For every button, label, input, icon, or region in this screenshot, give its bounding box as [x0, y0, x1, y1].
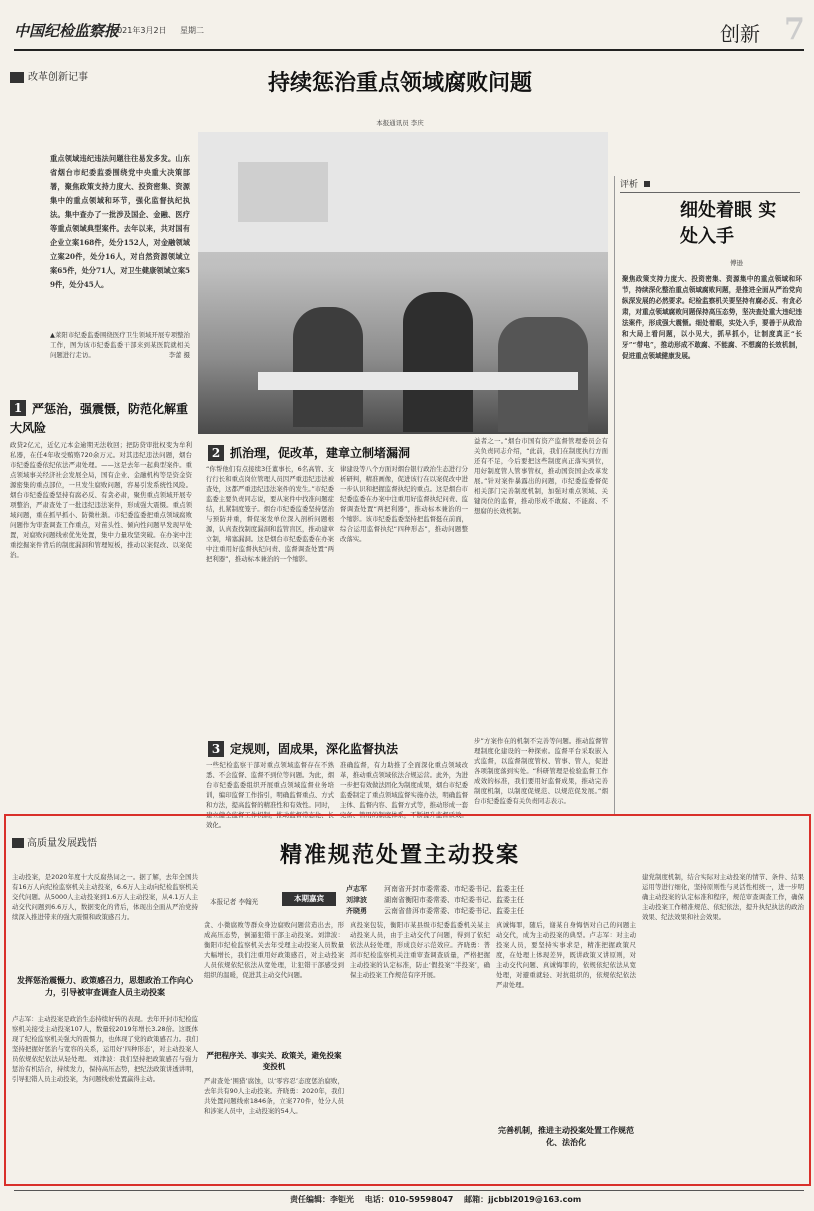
paper-name: 中国纪检监察报: [14, 22, 120, 40]
photo-caption: [50, 330, 190, 370]
feature-col-2b: 严肃查处‘围猎’腐蚀，以‘零容忍’态度惩治腐败，去年共有90人主动投案。齐晓勇：2020年，我们共处置问题线索1846条，立案770件，处分人员和涉案人员中，主动投案的54人。: [204, 1077, 344, 1115]
section-2-title: 抓治理，促改革，建章立制堵漏洞: [230, 446, 411, 460]
section-2-number: 2: [208, 445, 224, 461]
section-name: 创新: [720, 22, 760, 46]
section-3-col-a: 一些纪检监察干部对重点领域监督存在不熟悉、不会监督、监督不到位等问题。为此，烟台市纪委监委组织开展重点领域监督业务培训，编印监督工作指引，明确监督重点、方式和方法，提高监督的精准性和有效性。同时，建立健全监督工作机制，推动监督常态化、长效化。: [206, 761, 334, 829]
issue-date: 2021年3月2日: [112, 26, 167, 35]
footer-rule: [14, 1190, 804, 1191]
main-byline: 本报通讯员 李庆: [376, 119, 424, 127]
section-1-number: 1: [10, 400, 26, 416]
commentary-label-text: 评析: [620, 180, 639, 190]
footer-email: 邮箱：jjcbbl2019@163.com: [464, 1195, 582, 1204]
feature-col-2: [204, 920, 344, 1050]
commentary-label: [620, 178, 800, 193]
guest-desc: 河南省开封市委常委、市纪委书记、监委主任: [384, 885, 524, 893]
feature-col-4: 真诚悔罪，随后，谢某自身悔悟对自己的问题主动交代，成为主动投案的典型。卢志军：对主动投案人员，要坚持实事求是，精准把握政策尺度，在处理上体现差异，既讲政策又讲原则，对主动交代问题、真诚悔罪的，依规依纪依法从宽处理，对避重就轻、对抗组织的，依规依纪依法严肃处理。: [496, 921, 636, 989]
footer-info: [290, 1194, 790, 1205]
guest-tag: 本期嘉宾: [282, 892, 336, 906]
guest-name: 刘津波: [346, 896, 367, 904]
guest-name: 卢志军: [346, 885, 367, 893]
commentary-author: 傅逊: [730, 259, 743, 267]
feature-headline: 精准规范处置主动投案: [279, 842, 520, 868]
feature-q2: 完善机制，推进主动投案处置工作规范化、法治化: [498, 1125, 634, 1147]
section-2-col-b: 律建设等八个方面对烟台银行政治生态进行分析研判，精准画像，促进该行在以案促改中进一步认识和把握监督执纪的重点。这是烟台市纪委监委在办案中注重用好监督执纪问责、监督调查处置“两把利器”，推动标本兼治的一个缩影。该市纪委监委坚持把监督挺在前面，综合运用监督执纪“四种形态”，推动问题整改落实。: [340, 465, 468, 543]
section-1-title: 严惩治，强震慑，防范化解重大风险: [10, 402, 189, 435]
feature-byline: 本报记者 李翰光: [210, 898, 259, 906]
megaphone-icon: [10, 72, 24, 83]
guest-desc: 湖南省衡阳市委常委、市纪委书记、监委主任: [384, 896, 524, 904]
section-2-col-a: “你帮他们有点接续3任董事长，6名高管、支行行长和重点岗位管理人员因严重违纪违法被查处，这都严重违纪违法案件的发生。”市纪委监委主要负责同志说，要从案件中找准问题症结，扎紧制度笼子。烟台市纪委监委坚持惩治与预防并重，督促案发单位深入剖析问题根源，认真查找制度漏洞和监管盲区，推动建章立制，堵塞漏洞。这是烟台市纪委监委在办案中注重用好监督执纪问责、监督调查处置“两把利器”，推动标本兼治的一个缩影。: [206, 465, 334, 563]
megaphone-icon: [12, 838, 24, 848]
section-3-col-b: 准确监督，有力助推了全面深化重点领域改革，推动重点领域依法合规运营。此外，为进一步把有效做法固化为制度成果，烟台市纪委监委制定了重点领域监督实施办法，明确监督主体、监督内容、监督方式等，推动形成一套完备、管用的制度体系，不断提升监督质效。: [340, 761, 468, 819]
feature-intro: 主动投案，是2020年度十大反腐热词之一。据了解，去年全国共有16万人向纪检监察机关主动投案，6.6万人主动向纪检监察机关交代问题。从5000人主动投案到1.6万人主动投案，从4.1万人主动交代问题到6.6万人，数据变化的背后，体现出全面从严治党持续深入推进带来的强大震慑和政策感召力。: [12, 873, 198, 921]
lede-text: 重点领域违纪违法问题往往易发多发。山东省烟台市纪委监委围绕党中央重大决策部署，聚焦政策支持力度大、投资密集、资源集中的重点领域和环节，强化监督执纪执法。集中查办了一批涉及国企、金融、医疗等重点领域典型案件。去年以来，共对国有企业立案168件，处分152人，对金融领域立案20件，处分16人，对自然资源领域立案65件，处分71人，对卫生健康领域立案59件，处分45人。: [50, 154, 191, 289]
feature-col-2-para: 贪、小微腐败等群众身边腐败问题营造出去，形成高压态势，倒逼犯错干部主动投案。刘津波：衡阳市纪检监察机关去年受理主动投案人员数量大幅增长，我们注重用好政策感召，对主动投案人员依规依纪依法从宽处理，让犯错干部感受到组织的温暖，促进其主动交代问题。: [204, 921, 344, 979]
section-3-col-c: 步”方案作在的机制不完善等问题。推动监督管理制度化建设的一种探索。监督平台采取嵌入式监督，以监督制度管权、管事、管人，促进各项制度落到实处。“科研管理是检验监督工作成效的标准，我们要用好监督成果，推动完善制度机制，以制度促规范、以规范促发展。”烟台市纪委监委有关负责同志表示。: [474, 737, 608, 805]
feature-col-3: 真投案包装，衡阳市某县级市纪委监委机关某主动投案人员，由于主动交代了问题，得到了依纪依法从轻处理，形成良好示范效应。齐晓勇：普洱市纪检监察机关注重审查调查质量，严格把握主动投案的认定标准，防止‘假投案’‘半投案’，确保主动投案工作规范有序开展。: [350, 921, 490, 979]
masthead-rule: [14, 49, 804, 51]
column-label: [10, 68, 88, 83]
guest-row: [346, 895, 586, 906]
footer-phone: 电话：010-59598047: [364, 1195, 454, 1204]
section-3-title: 定规则，固成果，深化监督执法: [230, 742, 399, 756]
caption-text: ▲莱阳市纪委监委围绕医疗卫生领域开展专项整治工作，图为该市纪委监委干部来到某医院就相关问题进行走访。: [50, 331, 190, 359]
feature-label-text: 高质量发展践悟: [27, 838, 97, 849]
footer-editor: 责任编辑：李钜光: [290, 1195, 354, 1204]
guest-row: [346, 906, 586, 917]
feature-col-5: 建党制度机制，结合实际对主动投案的情节、条件、结果运用等进行细化，坚持原则性与灵活性相统一，进一步明确主动投案的认定标准和程序，规范审查调查工作，确保主动投案工作精准规范、依纪依法，提升执纪执法的政治效果、纪法效果和社会效果。: [642, 873, 804, 921]
commentary-text: 聚焦政策支持力度大、投资密集、资源集中的重点领域和环节，持续深化整治重点领域腐败问题，是推进全面从严治党向纵深发展的必然要求。纪检监察机关要坚持有腐必反、有贪必肃，对重点领域腐败问题保持高压态势，坚决查处重大违纪违法案件，形成强大震慑。细处着眼，实处入手，要善于从政治和大局上看问题，以小见大，抓早抓小，让制度真正“长牙”“带电”，推动形成不敢腐、不能腐、不想腐的长效机制，促进重点领域健康发展。: [622, 275, 802, 360]
page-number: 7: [784, 12, 805, 47]
feature-subhead: 严把程序关、事实关、政策关，避免投案变投机: [206, 1051, 342, 1071]
photo-credit: 李蕾 摄: [168, 351, 190, 359]
section-3-number: 3: [208, 741, 224, 757]
commentary-title: 细处着眼 实处入手: [680, 200, 777, 247]
feature-q1: 发挥惩治震慑力、政策感召力，思想政治工作向心力，引导被审查调查人员主动投案: [17, 975, 193, 997]
feature-left-text: [12, 1014, 198, 1180]
section-1-heading: [10, 398, 190, 436]
column-label-text: 改革创新记事: [28, 72, 88, 83]
pen-icon: [644, 181, 650, 187]
issue-weekday: 星期二: [180, 26, 204, 35]
feature-left-para-2: 刘津波：我们坚持把政策感召与强力惩治有机结合，持续发力，保持高压态势，把纪法政策讲透讲明，引导犯错人员主动投案，为问题线索处置赢得主动。: [12, 1055, 198, 1083]
feature-label: [12, 834, 97, 849]
commentary-divider: [614, 176, 615, 816]
masthead: [14, 12, 805, 50]
main-headline: 持续惩治重点领域腐败问题: [267, 70, 532, 96]
guest-list: [346, 884, 586, 917]
section-1-text: 政贷2亿元，近亿元本金逾期无法收回；把防贷审批权变为牟利私器，在任4年收受贿赂720余万元。对其违纪违法问题，烟台市纪委监委依纪依法严肃处理。——这是去年一起典型案件。重点领域事关经济社会发展全局，国有企业、金融机构等是资金资源密集的重点部位，一旦发生腐败问题，容易引发系统性风险。烟台市纪委监委坚持有腐必反、有贪必肃，聚焦重点领域开展专项整治，严肃查处了一批违纪违法案件，形成强大震慑。重点领域问题，重在抓早抓小、防微杜渐。市纪委监委把重点领域腐败问题作为审查调查工作重点，对苗头性、倾向性问题早发现早处置，对腐败问题线索优先处置，集中力量攻坚突破。在办案中注重挖掘案件背后的制度漏洞和管理短板，推动以案促改、以案促治。: [10, 441, 192, 559]
news-photo: [198, 132, 608, 434]
section-2-col-c: 益者之一。”烟台市国有资产监督管理委员会有关负责同志介绍，“此前，我们在制度执行方面还有不足，今后要把这些制度真正落实到位，用好制度管人管事管权，推动国资国企改革发展。”针对案件暴露出的问题，市纪委监委督促相关部门完善制度机制，加强对重点领域、关键岗位的监督，推动形成不敢腐、不能腐、不想腐的长效机制。: [474, 437, 608, 515]
guest-name: 齐晓勇: [346, 907, 367, 915]
feature-left-para-1: 卢志军：主动投案是政治生态持续好转的表现。去年开封市纪检监察机关接受主动投案107人，数量较2019年增长3.28倍。这既体现了纪检监察机关强大的震慑力，也体现了党的政策感召力。我们坚持把握好惩治与宽容的关系，运用好‘四种形态’，对主动投案人员依规依纪依法从轻处理。: [12, 1015, 198, 1063]
guest-row: [346, 884, 586, 895]
guest-desc: 云南省普洱市委常委、市纪委书记、监委主任: [384, 907, 524, 915]
